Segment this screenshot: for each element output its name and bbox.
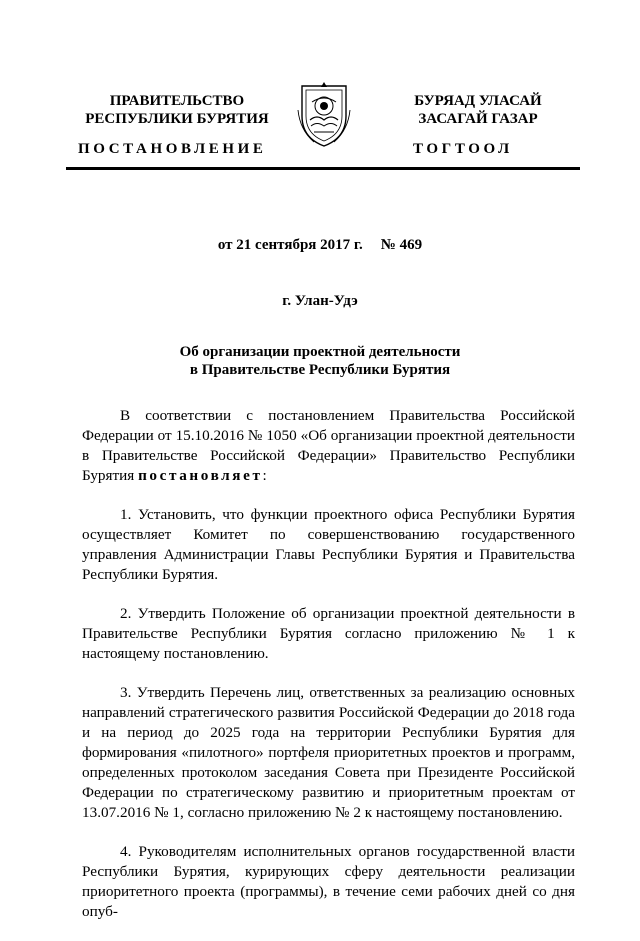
issuer-left-line1: ПРАВИТЕЛЬСТВО — [109, 93, 245, 109]
item-3-paragraph: 3. Утвердить Перечень лиц, ответственных за реализацию основных направлений стратегического развития Российской Федерации до 2018 года и на период до 2025 года на территории Республики Бурятия для формирования «пилотного» портфеля приоритетных проектов и программ, определенных протоколом заседания Совета при Президенте Российской Федерации по стратегическому развитию и приоритетным проектам от 13.07.2016 № 1, согласно приложению № 2 к настоящему постановлению. — [82, 684, 575, 821]
issuer-left — [77, 92, 277, 128]
document-date: от 21 сентября 2017 г. — [217, 237, 363, 253]
title-line1: Об организации проектной деятельности — [179, 344, 461, 360]
title-line2: в Правительстве Республики Бурятия — [189, 362, 451, 378]
issuer-right-line1: БУРЯАД УЛАСАЙ — [414, 93, 542, 109]
coat-of-arms-icon — [296, 80, 352, 148]
issuer-right-line2: ЗАСАГАЙ ГАЗАР — [418, 111, 538, 127]
preamble-end: : — [262, 467, 267, 484]
preamble-text: В соответствии с постановлением Правительства Российской Федерации от 15.10.2016 № 1050 «Об организации проектной деятельности в Правительстве Российской Федерации» Правительство Республики Бурятия — [82, 407, 575, 484]
doc-type-right: ТОГТООЛ — [413, 141, 513, 157]
document-body — [82, 406, 575, 941]
document-number: № 469 — [380, 237, 423, 253]
item-2-paragraph: 2. Утвердить Положение об организации проектной деятельности в Правительстве Республики Бурятия согласно приложению № 1 к настоящему постановлению. — [82, 605, 575, 662]
preamble-keyword: постановляет — [138, 467, 263, 484]
doc-type-left: ПОСТАНОВЛЕНИЕ — [78, 141, 267, 157]
header-rule — [66, 167, 580, 170]
item-4-paragraph: 4. Руководителям исполнительных органов государственной власти Республики Бурятия, курирующих сферу деятельности реализации приоритетного проекта (программы), в течение семи рабочих дней со дня опуб- — [82, 843, 575, 920]
document-city: г. Улан-Удэ — [282, 293, 358, 309]
date-number-line — [0, 236, 640, 254]
item-1-paragraph: 1. Установить, что функции проектного офиса Республики Бурятия осуществляет Комитет по совершенствованию государственного управления Администрации Главы Республики Бурятия и Правительства Республики Бурятия. — [82, 506, 575, 583]
preamble-paragraph — [82, 406, 575, 486]
document-title — [0, 343, 640, 379]
issuer-right — [378, 92, 578, 128]
issuer-left-line2: РЕСПУБЛИКИ БУРЯТИЯ — [85, 111, 269, 127]
